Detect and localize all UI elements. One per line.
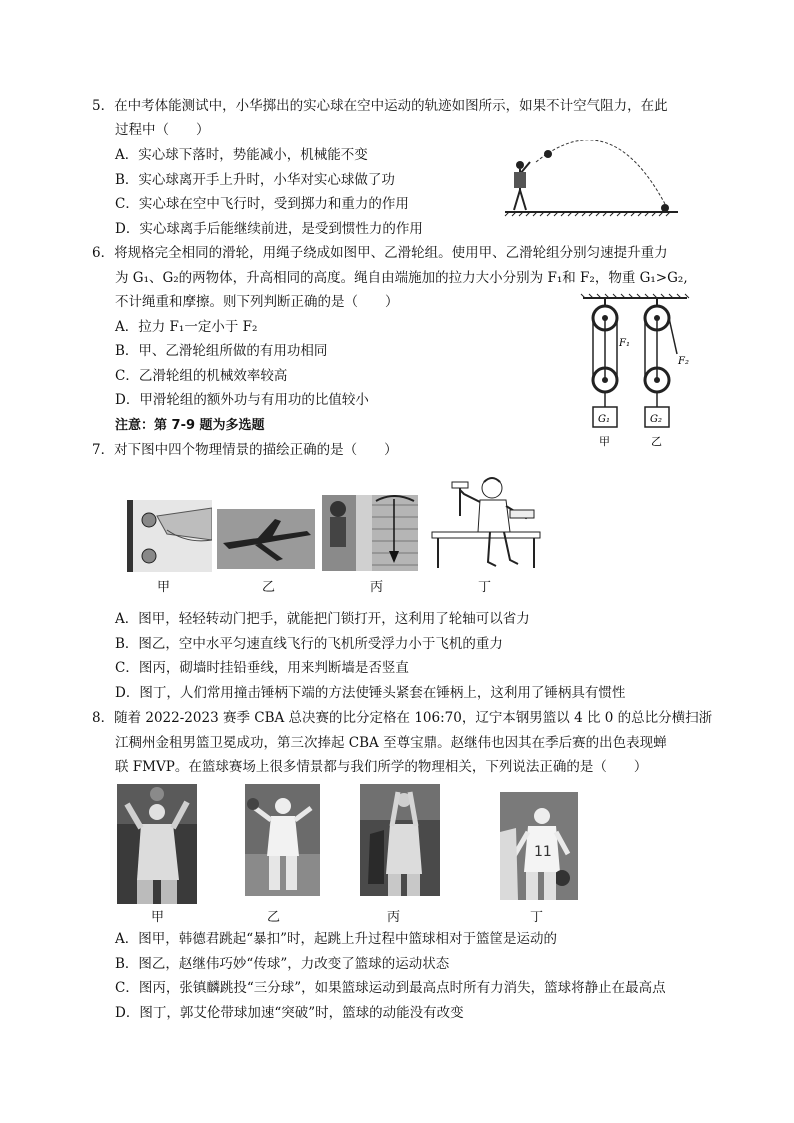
q7-caption-ding: 丁 — [478, 580, 492, 595]
q6-stem-line-1: 6．将规格完全相同的滑轮，用绳子绕成如图甲、乙滑轮组。使用甲、乙滑轮组分别匀速提升重力 — [92, 245, 668, 261]
q7-option-d: D．图丁，人们常用撞击锤柄下端的方法使锤头紧套在锤柄上，这利用了锤柄具有惯性 — [115, 685, 626, 701]
q8-stem-line-2: 江稠州金租男篮卫冕成功，第三次捧起 CBA 至尊宝鼎。赵继伟也因其在季后赛的出色表现蝉 — [115, 735, 667, 751]
q8-caption-jia: 甲 — [151, 910, 165, 925]
q5-stem-line-1: 5．在中考体能测试中，小华掷出的实心球在空中运动的轨迹如图所示，如果不计空气阻力，在此 — [92, 98, 668, 114]
q7-option-c: C．图丙，砌墙时挂铅垂线，用来判断墙是否竖直 — [115, 660, 409, 676]
q8-caption-bing: 丙 — [387, 910, 401, 925]
q7-caption-bing: 丙 — [370, 580, 384, 595]
q7-caption-jia: 甲 — [157, 580, 171, 595]
q6-pulley-figure — [575, 292, 705, 450]
q8-photo-three-pointer — [360, 784, 440, 896]
q5-trajectory-figure — [500, 140, 680, 228]
q8-option-a: A．图甲，韩德君跳起“暴扣”时，起跳上升过程中篮球相对于篮筐是运动的 — [115, 931, 558, 947]
q7-plumb-line-image — [322, 495, 418, 571]
q6-option-c: C．乙滑轮组的机械效率较高 — [115, 368, 288, 384]
q8-option-d: D．图丁，郭艾伦带球加速“突破”时，篮球的动能没有改变 — [115, 1005, 464, 1021]
q6-label-f1: F₁ — [619, 338, 630, 349]
q6-stem-line-2: 为 G₁、G₂的两物体，升高相同的高度。绳自由端施加的拉力大小分别为 F₁和 F₂，物重 G₁>G₂, — [115, 270, 688, 286]
multi-select-note: 注意：第 7-9 题为多选题 — [115, 418, 265, 433]
q7-door-handle-image — [127, 500, 212, 572]
q8-option-c: C．图丙，张镇麟跳投“三分球”，如果篮球运动到最高点时所有力消失，篮球将静止在最高点 — [115, 980, 666, 996]
q6-label-g2: G₂ — [650, 414, 662, 425]
q5-stem-line-2: 过程中（ ） — [115, 122, 210, 138]
q8-stem-line-1: 8．随着 2022-2023 赛季 CBA 总决赛的比分定格在 106:70，辽宁本钢男篮以 4 比 0 的总比分横扫浙 — [92, 710, 713, 726]
q7-caption-yi: 乙 — [262, 580, 276, 595]
q7-option-b: B．图乙，空中水平匀速直线飞行的飞机所受浮力小于飞机的重力 — [115, 636, 503, 652]
q8-photo-drive — [500, 792, 578, 900]
q8-caption-yi: 乙 — [267, 910, 281, 925]
q6-label-g1: G₁ — [598, 414, 610, 425]
q6-caption-jia: 甲 — [599, 435, 610, 448]
q8-photo-pass — [245, 784, 320, 896]
q6-option-d: D．甲滑轮组的额外功与有用功的比值较小 — [115, 392, 369, 408]
q8-photo-dunk — [117, 784, 197, 904]
q8-stem-line-3: 联 FMVP。在篮球赛场上很多情景都与我们所学的物理相关，下列说法正确的是（ ） — [115, 759, 648, 775]
svg-text:11: 11 — [534, 844, 552, 860]
q7-hammer-image — [430, 472, 542, 572]
q5-option-b: B．实心球离开手上升时，小华对实心球做了功 — [115, 172, 395, 188]
q6-caption-yi: 乙 — [651, 435, 662, 448]
q6-label-f2: F₂ — [678, 356, 689, 367]
q5-option-a: A．实心球下落时，势能减小，机械能不变 — [115, 147, 368, 163]
q6-option-b: B．甲、乙滑轮组所做的有用功相同 — [115, 343, 328, 359]
q8-option-b: B．图乙，赵继伟巧妙“传球”，力改变了篮球的运动状态 — [115, 956, 450, 972]
q5-option-d: D．实心球离手后能继续前进，是受到惯性力的作用 — [115, 221, 423, 237]
q7-airplane-image — [217, 509, 315, 569]
q5-option-c: C．实心球在空中飞行时，受到掷力和重力的作用 — [115, 196, 409, 212]
q6-option-a: A．拉力 F₁一定小于 F₂ — [115, 319, 258, 335]
q8-caption-ding: 丁 — [530, 910, 544, 925]
q7-stem: 7．对下图中四个物理情景的描绘正确的是（ ） — [92, 442, 398, 458]
q7-option-a: A．图甲，轻轻转动门把手，就能把门锁打开，这利用了轮轴可以省力 — [115, 611, 530, 627]
q6-stem-line-3: 不计绳重和摩擦。则下列判断正确的是（ ） — [115, 294, 399, 310]
